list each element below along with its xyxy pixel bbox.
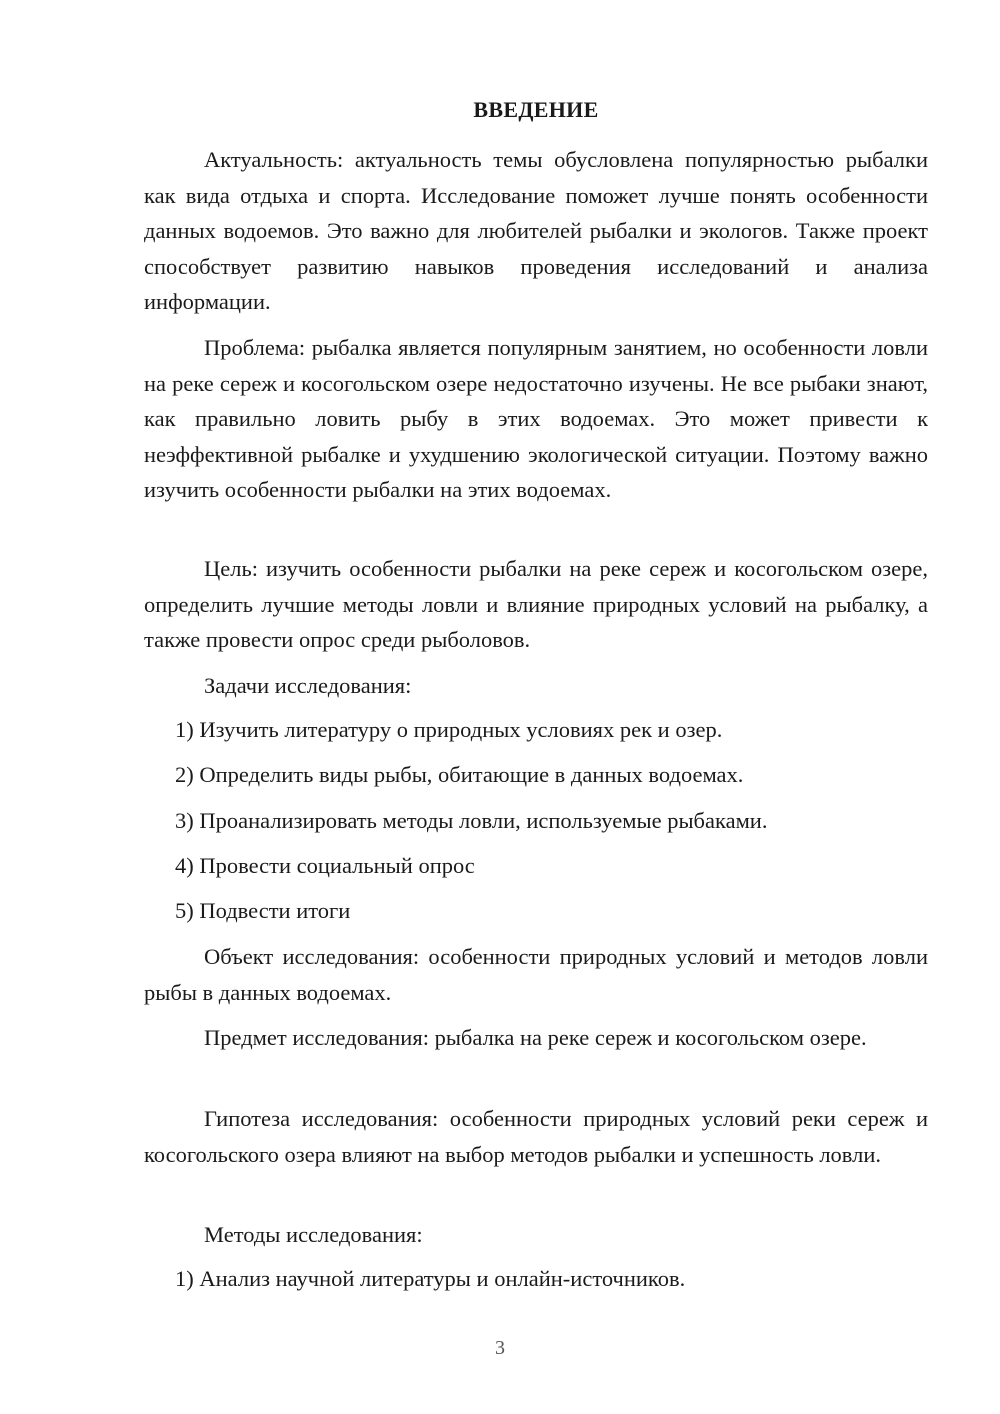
subject-paragraph: Предмет исследования: рыбалка на реке сереж и косогольском озере. — [204, 1025, 867, 1050]
object-paragraph: Объект исследования: особенности природных условий и методов ловли рыбы в данных водоемах. — [144, 944, 928, 1005]
methods-heading: Методы исследования: — [204, 1222, 423, 1247]
task-item-5: 5) Подвести итоги — [175, 898, 351, 923]
task-item-1: 1) Изучить литературу о природных условиях рек и озер. — [175, 717, 723, 742]
problem-paragraph: Проблема: рыбалка является популярным занятием, но особенности ловли на реке сереж и косогольском озере недостаточно изучены. Не все рыбаки знают, как правильно ловить рыбу в этих водоемах. Это может привести к неэффективной рыбалке и ухудшению экологической ситуации. Поэтому важно изучить особенности рыбалки на этих водоемах. — [144, 335, 928, 502]
method-item-1: 1) Анализ научной литературы и онлайн-источников. — [175, 1266, 686, 1291]
tasks-heading: Задачи исследования: — [204, 673, 412, 698]
page-number: 3 — [495, 1337, 505, 1359]
relevance-paragraph: Актуальность: актуальность темы обусловлена популярностью рыбалки как вида отдыха и спорта. Исследование поможет лучше понять особенности данных водоемов. Это важно для любителей рыбалки и экологов. Также проект способствует развитию навыков проведения исследований и анализа информации. — [144, 147, 928, 314]
task-item-4: 4) Провести социальный опрос — [175, 853, 475, 878]
task-item-3: 3) Проанализировать методы ловли, используемые рыбаками. — [175, 808, 768, 833]
task-item-2: 2) Определить виды рыбы, обитающие в данных водоемах. — [175, 762, 744, 787]
hypothesis-paragraph: Гипотеза исследования: особенности природных условий реки сереж и косогольского озера влияют на выбор методов рыбалки и успешность ловли. — [144, 1106, 928, 1167]
goal-paragraph: Цель: изучить особенности рыбалки на реке сереж и косогольском озере, определить лучшие методы ловли и влияние природных условий на рыбалку, а также провести опрос среди рыболовов. — [144, 556, 928, 652]
section-heading: ВВЕДЕНИЕ — [473, 97, 599, 122]
